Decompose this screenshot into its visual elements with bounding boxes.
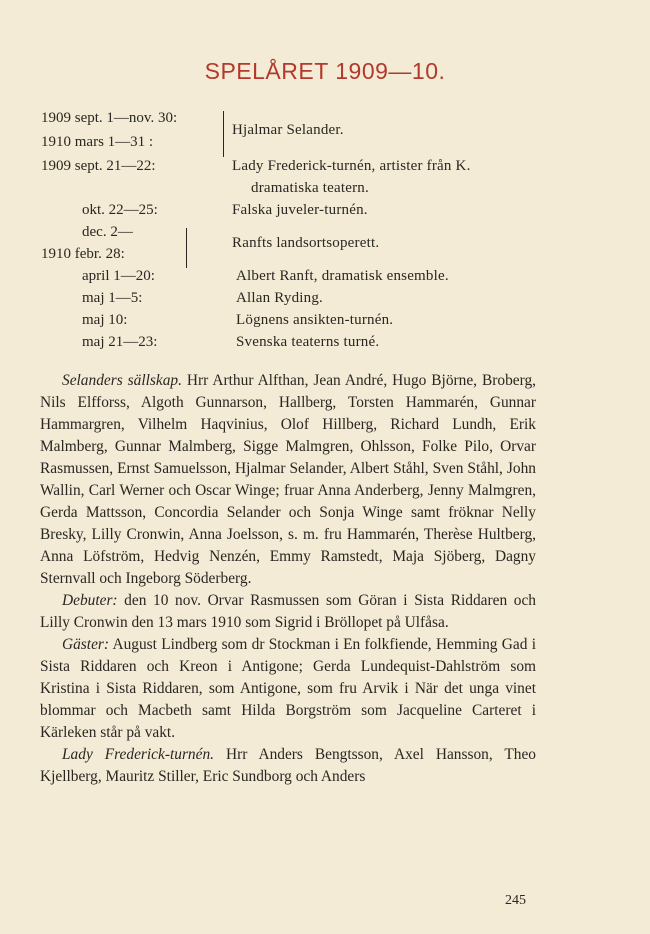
schedule-ensemble: Hjalmar Selander.: [232, 122, 344, 138]
schedule-date: maj 1—5:: [82, 290, 143, 306]
section-body: den 10 nov. Orvar Rasmussen som Göran i Sista Riddaren och Lilly Cronwin den 13 mars 1910 som Sigrid i Bröllopet på Ulfåsa.: [40, 592, 536, 631]
section-body: Hrr Arthur Alfthan, Jean André, Hugo Björne, Broberg, Nils Elfforss, Algoth Gunnarson, Hallberg, Torsten Hammarén, Gunnar Hammargren, Vilhelm Haqvinius, Olof Hillberg, Richard Lundh, Erik Malmberg, Gunnar Malmberg, Sigge Malmgren, Ohlsson, Folke Pilo, Orvar Rasmussen, Ernst Samuelsson, Hjalmar Selander, Albert Ståhl, Sven Ståhl, John Wallin, Carl Werner och Oscar Winge; fruar Anna Anderberg, Jenny Malmgren, Gerda Mattsson, Concordia Selander och Sonja Winge samt fröknar Nelly Bresky, Lilly Cronwin, Anna Joelsson, s. m. fru Hammarén, Therèse Hultberg, Anna Löfström, Hedvig Nenzén, Emmy Ramstedt, Maja Sjöberg, Dagny Sternvall och Ingeborg Söderberg.: [40, 372, 536, 587]
schedule-brace: [186, 228, 187, 268]
schedule-date: 1909 sept. 21—22:: [41, 158, 156, 174]
section-heading: Selanders sällskap.: [62, 372, 182, 389]
schedule-date: maj 10:: [82, 312, 128, 328]
schedule-date: okt. 22—25:: [82, 202, 158, 218]
section-heading: Debuter:: [62, 592, 118, 609]
page-number: 245: [505, 893, 526, 908]
schedule-ensemble: Ranfts landsortsoperett.: [232, 235, 380, 251]
schedule-date: maj 21—23:: [82, 334, 158, 350]
schedule-date: dec. 2—: [82, 224, 133, 240]
schedule-ensemble: Allan Ryding.: [236, 290, 323, 306]
schedule-ensemble: Lady Frederick-turnén, artister från K.: [232, 158, 471, 174]
section-heading: Gäster:: [62, 636, 110, 653]
section-lady-frederick: [40, 744, 536, 788]
schedule-date: 1910 mars 1—31 :: [41, 134, 154, 150]
schedule-brace: [223, 111, 224, 157]
section-body: August Lindberg som dr Stockman i En folkfiende, Hemming Gad i Sista Riddaren och Kreon i Antigone; Gerda Lundequist-Dahlström som Kristina i Sista Riddaren, som Antigone, som fru Arvik i När det unga vinet blommar och Macbeth samt Hilda Borgström som Jacqueline Carteret i Kärleken står på vakt.: [40, 636, 536, 741]
section-debuts: [40, 590, 536, 634]
schedule-ensemble: dramatiska teatern.: [251, 180, 369, 196]
schedule-ensemble: Svenska teaterns turné.: [236, 334, 380, 350]
section-selander: [40, 370, 536, 590]
schedule-ensemble: Albert Ranft, dramatisk ensemble.: [236, 268, 449, 284]
schedule-table: [0, 0, 650, 360]
section-guests: [40, 634, 536, 744]
schedule-ensemble: Lögnens ansikten-turnén.: [236, 312, 394, 328]
schedule-date: 1910 febr. 28:: [41, 246, 125, 262]
section-heading: Lady Frederick-turnén.: [62, 746, 215, 763]
schedule-ensemble: Falska juveler-turnén.: [232, 202, 368, 218]
section-body: Hrr Anders Bengtsson, Axel Hansson, Theo Kjellberg, Mauritz Stiller, Eric Sundborg och Anders: [40, 746, 537, 785]
schedule-date: 1909 sept. 1—nov. 30:: [41, 110, 178, 126]
page-title: SPELÅRET 1909—10.: [204, 58, 446, 84]
cast-lists: [40, 370, 536, 788]
schedule-date: april 1—20:: [82, 268, 155, 284]
